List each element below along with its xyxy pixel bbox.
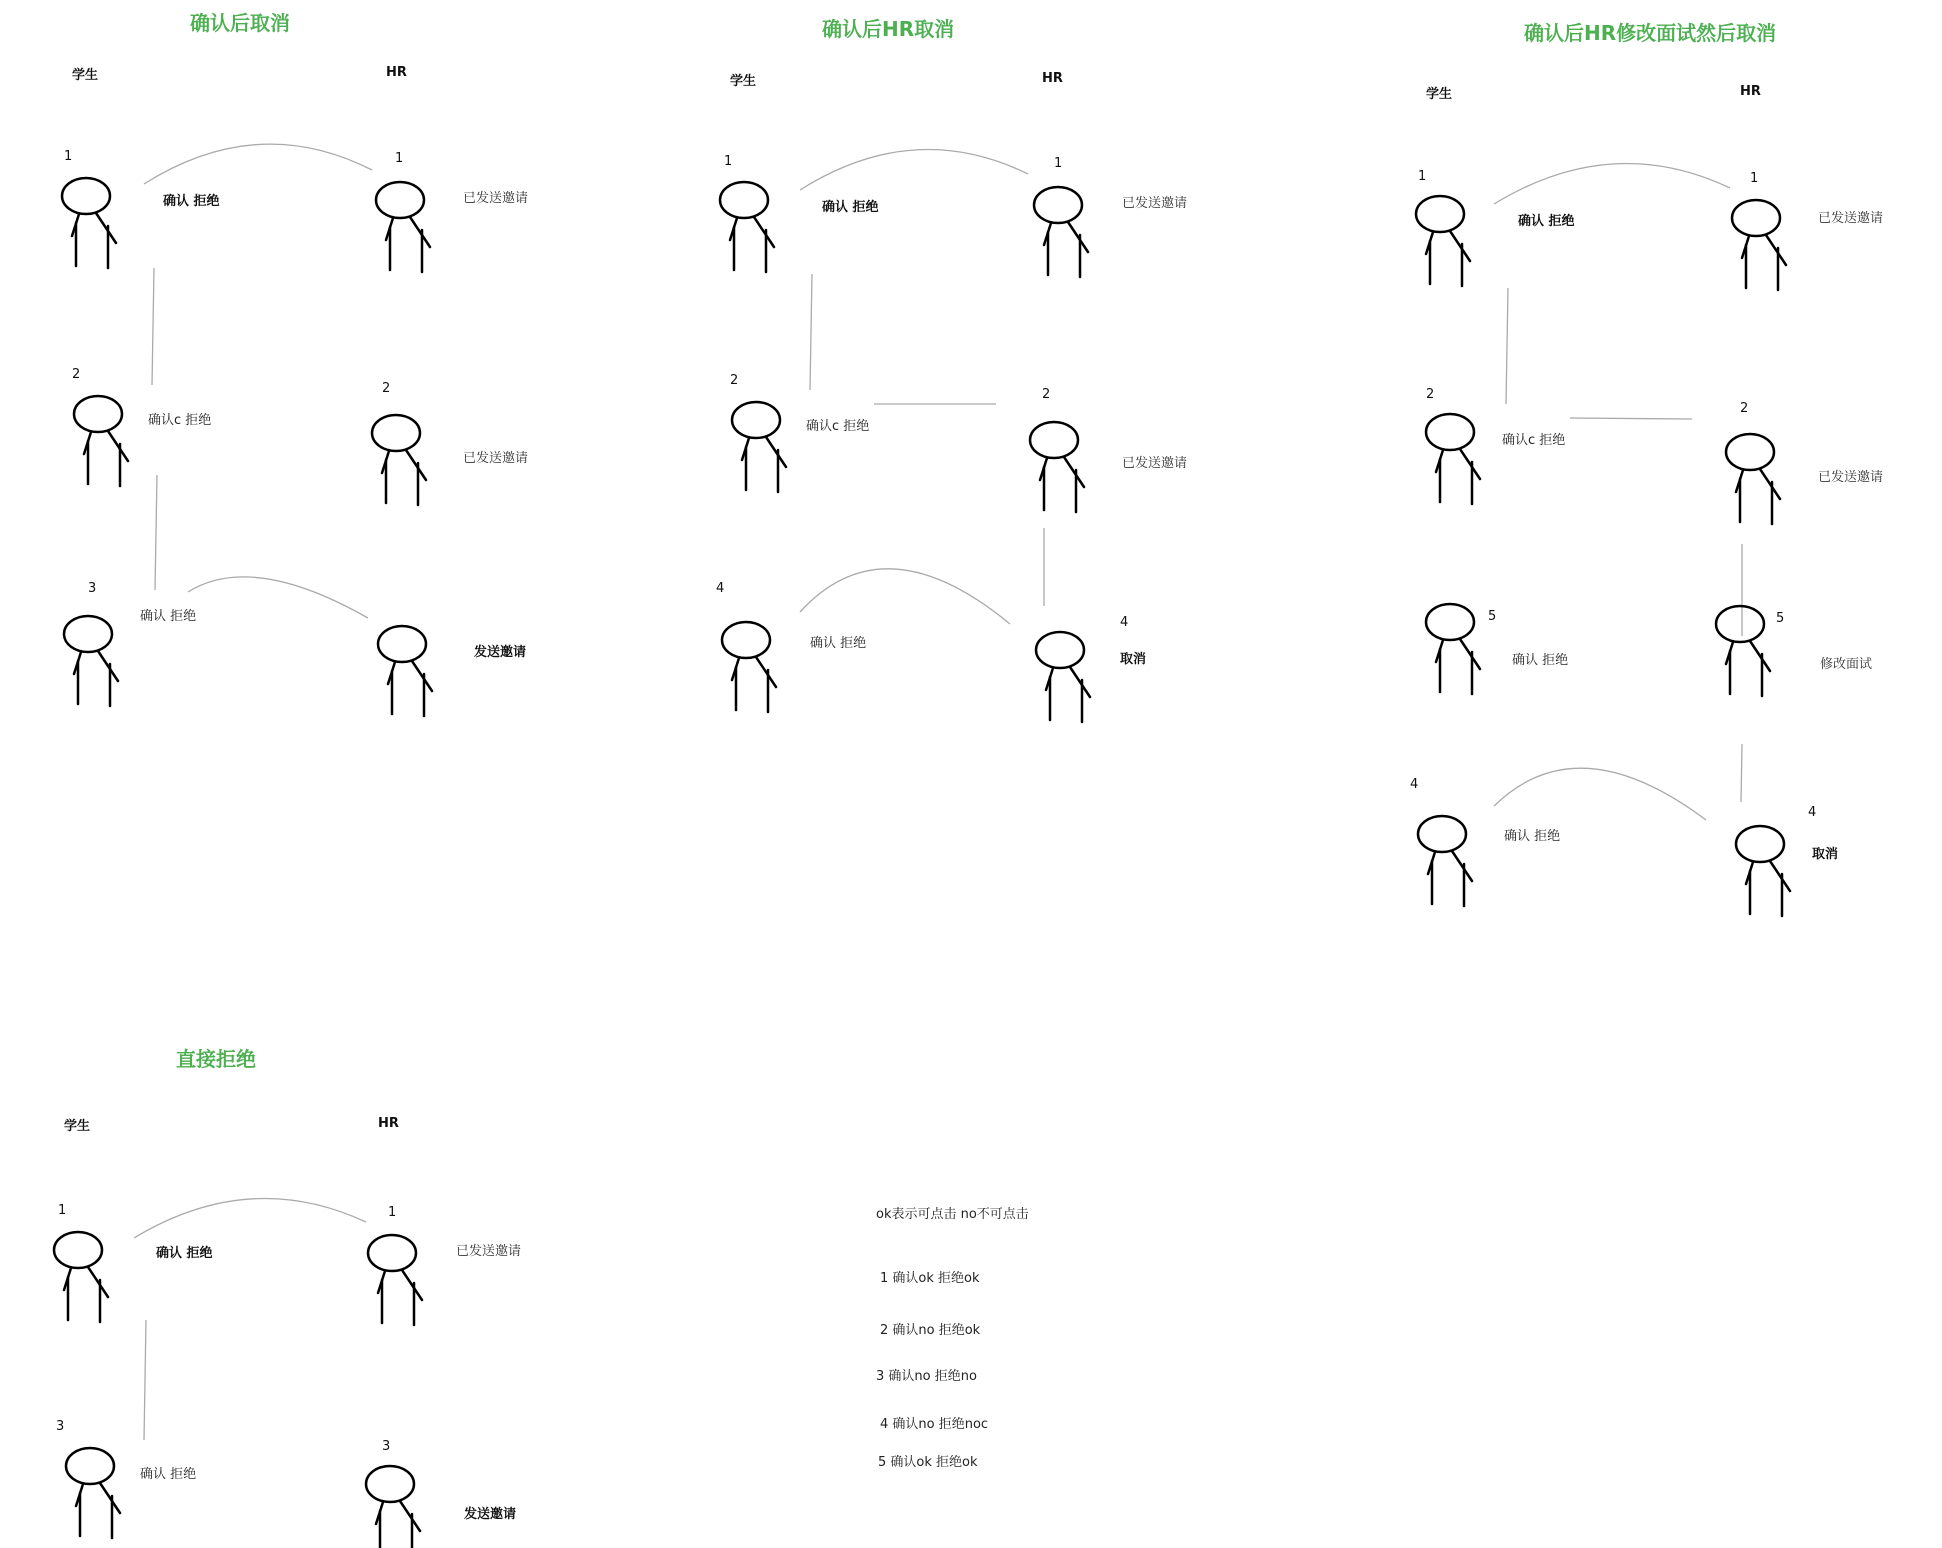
- section-title: 确认后取消: [190, 11, 290, 35]
- step-number: 2: [1042, 387, 1051, 402]
- hr-figure: [1030, 422, 1084, 512]
- step-number: 3: [382, 1439, 391, 1454]
- step-number: 1: [724, 154, 733, 169]
- connector-line: [800, 569, 1010, 624]
- step-number: 1: [1054, 156, 1063, 171]
- section-title: 确认后HR取消: [822, 17, 955, 41]
- hr-status-label: 发送邀请: [474, 645, 527, 660]
- step-number: 2: [1426, 387, 1435, 402]
- student-figure: [74, 396, 128, 486]
- step-number: 1: [1750, 171, 1759, 186]
- student-action-buttons[interactable]: 确认c 拒绝: [1502, 433, 1566, 448]
- hr-status-label: 已发送邀请: [1818, 470, 1884, 485]
- connector-line: [1506, 288, 1508, 404]
- hr-figure: [376, 182, 430, 272]
- student-header: 学生: [64, 1119, 91, 1134]
- hr-figure: [372, 415, 426, 505]
- hr-figure: [378, 626, 432, 716]
- step-number: 2: [72, 367, 81, 382]
- hr-status-label: 已发送邀请: [456, 1244, 522, 1259]
- legend-row: 4 确认no 拒绝noc: [880, 1417, 989, 1432]
- hr-header: HR: [378, 1116, 399, 1131]
- step-number: 1: [64, 149, 73, 164]
- hr-status-label: 已发送邀请: [463, 451, 529, 466]
- step-number: 1: [388, 1205, 397, 1220]
- connector-line: [155, 475, 157, 590]
- student-action-buttons[interactable]: 确认 拒绝: [163, 194, 220, 209]
- step-number: 1: [58, 1203, 67, 1218]
- connector-line: [1494, 768, 1706, 820]
- hr-status-label: 已发送邀请: [1122, 196, 1188, 211]
- student-action-buttons[interactable]: 确认 拒绝: [140, 1467, 197, 1482]
- student-action-buttons[interactable]: 确认 拒绝: [1518, 214, 1575, 229]
- student-figure: [1418, 816, 1472, 906]
- legend-row: 3 确认no 拒绝no: [876, 1369, 977, 1384]
- connector-line: [1741, 744, 1742, 802]
- hr-figure: [368, 1235, 422, 1325]
- step-number: 3: [56, 1419, 65, 1434]
- connector-line: [1494, 164, 1730, 205]
- connector-line: [144, 1320, 146, 1440]
- step-number: 2: [730, 373, 739, 388]
- hr-status-label: 已发送邀请: [1122, 456, 1188, 471]
- step-number: 1: [1418, 169, 1427, 184]
- student-figure: [732, 402, 786, 492]
- hr-figure: [1736, 826, 1790, 916]
- student-figure: [720, 182, 774, 272]
- hr-status-label: 取消: [1812, 847, 1839, 862]
- hr-figure: [1034, 187, 1088, 277]
- hr-status-label: 修改面试: [1820, 657, 1873, 672]
- section-title: 直接拒绝: [176, 1047, 256, 1071]
- hr-figure: [1716, 606, 1770, 696]
- legend-row: 2 确认no 拒绝ok: [880, 1323, 981, 1338]
- student-figure: [64, 616, 118, 706]
- hr-figure: [1036, 632, 1090, 722]
- student-figure: [1416, 196, 1470, 286]
- hr-figure: [1732, 200, 1786, 290]
- student-action-buttons[interactable]: 确认 拒绝: [810, 636, 867, 651]
- legend-heading: ok表示可点击 no不可点击: [876, 1207, 1029, 1222]
- legend-row: 1 确认ok 拒绝ok: [880, 1271, 980, 1286]
- student-figure: [66, 1448, 120, 1538]
- hr-figure: [366, 1466, 420, 1548]
- connector-line: [1570, 418, 1692, 419]
- legend-row: 5 确认ok 拒绝ok: [878, 1455, 978, 1470]
- connector-line: [134, 1198, 366, 1238]
- hr-header: HR: [386, 65, 407, 80]
- step-number: 4: [1410, 777, 1419, 792]
- student-header: 学生: [72, 68, 99, 83]
- hr-status-label: 已发送邀请: [1818, 211, 1884, 226]
- hr-status-label: 已发送邀请: [463, 191, 529, 206]
- step-number: 2: [382, 381, 391, 396]
- step-number: 1: [395, 151, 404, 166]
- student-header: 学生: [730, 74, 757, 89]
- student-action-buttons[interactable]: 确认 拒绝: [1512, 653, 1569, 668]
- connector-line: [800, 150, 1028, 191]
- student-figure: [54, 1232, 108, 1322]
- connector-line: [188, 577, 368, 618]
- student-action-buttons[interactable]: 确认c 拒绝: [148, 413, 212, 428]
- section-title: 确认后HR修改面试然后取消: [1524, 21, 1777, 45]
- student-action-buttons[interactable]: 确认c 拒绝: [806, 419, 870, 434]
- step-number: 5: [1776, 611, 1785, 626]
- student-action-buttons[interactable]: 确认 拒绝: [1504, 829, 1561, 844]
- student-figure: [1426, 604, 1480, 694]
- step-number: 5: [1488, 609, 1497, 624]
- step-number: 4: [1808, 805, 1817, 820]
- student-header: 学生: [1426, 87, 1453, 102]
- connector-line: [144, 144, 372, 184]
- step-number: 4: [716, 581, 725, 596]
- student-figure: [1426, 414, 1480, 504]
- hr-status-label: 发送邀请: [464, 1507, 517, 1522]
- step-number: 4: [1120, 615, 1129, 630]
- student-figure: [722, 622, 776, 712]
- step-number: 3: [88, 581, 97, 596]
- student-action-buttons[interactable]: 确认 拒绝: [156, 1246, 213, 1261]
- connector-line: [152, 268, 154, 385]
- connector-line: [810, 274, 812, 390]
- hr-header: HR: [1740, 84, 1761, 99]
- step-number: 2: [1740, 401, 1749, 416]
- hr-status-label: 取消: [1120, 652, 1147, 667]
- student-action-buttons[interactable]: 确认 拒绝: [140, 609, 197, 624]
- student-figure: [62, 178, 116, 268]
- student-action-buttons[interactable]: 确认 拒绝: [822, 200, 879, 215]
- hr-figure: [1726, 434, 1780, 524]
- hr-header: HR: [1042, 71, 1063, 86]
